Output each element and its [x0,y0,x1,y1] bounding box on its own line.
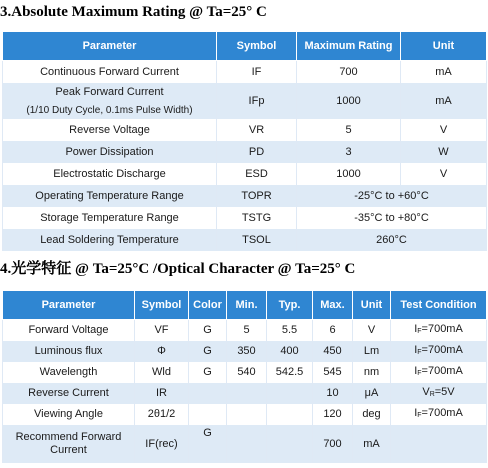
typ-cell [267,425,313,463]
section-heading-optical: 4.光学特征 @ Ta=25°C /Optical Character @ Ta=25° C [0,261,356,277]
unit-cell: nm [353,362,391,383]
column-header: Min. [227,291,267,320]
cond-main: V [422,386,430,398]
table-row [3,119,487,141]
param-note: (1/10 Duty Cycle, 0.1ms Pulse Width) [26,104,193,116]
condition-cell [391,320,487,342]
condition-cell [391,425,487,463]
color-cell [189,404,227,425]
unit-cell: mA [401,83,487,119]
cond-main: I [414,323,418,335]
typ-cell: 542.5 [267,362,313,383]
rating-cell: 1000 [297,83,401,119]
symbol-cell: PD [217,141,297,163]
rating-cell: -35°C to +80°C [297,207,487,229]
column-header: Symbol [217,32,297,61]
color-cell: G [189,425,227,463]
param-cell: Power Dissipation [3,141,217,163]
section-heading-max-rating: 3.Absolute Maximum Rating @ Ta=25° C [0,4,267,20]
unit-cell: W [401,141,487,163]
column-header: Symbol [135,291,189,320]
symbol-cell: IFp [217,83,297,119]
rating-cell: 1000 [297,163,401,185]
table-row [3,341,487,362]
table-row [3,61,487,84]
symbol-cell: TSOL [217,229,297,251]
symbol-cell: TSTG [217,207,297,229]
rating-cell: 3 [297,141,401,163]
rating-cell: 260°C [297,229,487,251]
rating-cell: -25°C to +60°C [297,185,487,207]
table-row [3,83,487,119]
param-cell: Lead Soldering Temperature [3,229,217,251]
symbol-cell: VR [217,119,297,141]
cond-main: I [414,407,418,419]
min-cell [227,383,267,404]
cond-rest: =700mA [421,344,463,356]
column-header: Max. [313,291,353,320]
cond-sub: R [429,391,435,398]
min-cell: 5 [227,320,267,342]
unit-cell: mA [401,61,487,84]
condition-cell [391,383,487,404]
max-cell: 120 [313,404,353,425]
table-row [3,185,487,207]
rating-cell: 700 [297,61,401,84]
symbol-cell: Wld [135,362,189,383]
param-cell: Continuous Forward Current [3,61,217,84]
cond-sub: F [417,349,422,356]
cond-main: I [414,344,418,356]
column-header: Typ. [267,291,313,320]
unit-cell: μA [353,383,391,404]
max-rating-table [2,31,487,251]
column-header: Parameter [3,32,217,61]
table-row [3,163,487,185]
min-cell: 350 [227,341,267,362]
cond-sub: F [417,328,422,335]
typ-cell: 400 [267,341,313,362]
cond-sub: F [417,412,422,419]
symbol-cell: VF [135,320,189,342]
max-cell: 6 [313,320,353,342]
column-header: Test Condition [391,291,487,320]
param-cell [3,83,217,119]
param-cell: Electrostatic Discharge [3,163,217,185]
unit-cell: deg [353,404,391,425]
unit-cell: mA [353,425,391,463]
symbol-cell: ESD [217,163,297,185]
optical-character-table [2,290,487,463]
cond-rest: =5V [434,386,455,398]
table-row [3,383,487,404]
min-cell [227,425,267,463]
column-header: Unit [353,291,391,320]
unit-cell: V [353,320,391,342]
param-cell: Reverse Current [3,383,135,404]
param-cell: Reverse Voltage [3,119,217,141]
table-row [3,425,487,463]
column-header: Parameter [3,291,135,320]
unit-cell: Lm [353,341,391,362]
max-cell: 700 [313,425,353,463]
typ-cell [267,404,313,425]
max-cell: 450 [313,341,353,362]
table-row [3,207,487,229]
unit-cell: V [401,163,487,185]
param-cell: Operating Temperature Range [3,185,217,207]
param-cell: Recommend Forward Current [3,425,135,463]
condition-cell [391,404,487,425]
max-cell: 10 [313,383,353,404]
color-cell: G [189,362,227,383]
table-row [3,404,487,425]
condition-cell [391,341,487,362]
table-header-row [3,291,487,320]
table-header-row [3,32,487,61]
table-row [3,362,487,383]
symbol-cell: IF(rec) [135,425,189,463]
table-row [3,320,487,342]
typ-cell: 5.5 [267,320,313,342]
min-cell [227,404,267,425]
table-row [3,229,487,251]
table-row [3,141,487,163]
param-label: Peak Forward Current [55,85,164,98]
param-cell: Storage Temperature Range [3,207,217,229]
param-cell: Luminous flux [3,341,135,362]
typ-cell [267,383,313,404]
column-header: Maximum Rating [297,32,401,61]
cond-rest: =700mA [421,365,463,377]
symbol-cell: IF [217,61,297,84]
param-cell: Viewing Angle [3,404,135,425]
color-cell: G [189,320,227,342]
column-header: Unit [401,32,487,61]
rating-cell: 5 [297,119,401,141]
cond-main: I [414,365,418,377]
column-header: Color [189,291,227,320]
param-cell: Forward Voltage [3,320,135,342]
cond-rest: =700mA [421,323,463,335]
symbol-cell: Φ [135,341,189,362]
min-cell: 540 [227,362,267,383]
color-cell: G [189,341,227,362]
cond-sub: F [417,370,422,377]
unit-cell: V [401,119,487,141]
symbol-cell: 2θ1/2 [135,404,189,425]
symbol-cell: IR [135,383,189,404]
color-cell [189,383,227,404]
param-cell: Wavelength [3,362,135,383]
max-cell: 545 [313,362,353,383]
cond-rest: =700mA [421,407,463,419]
condition-cell [391,362,487,383]
symbol-cell: TOPR [217,185,297,207]
